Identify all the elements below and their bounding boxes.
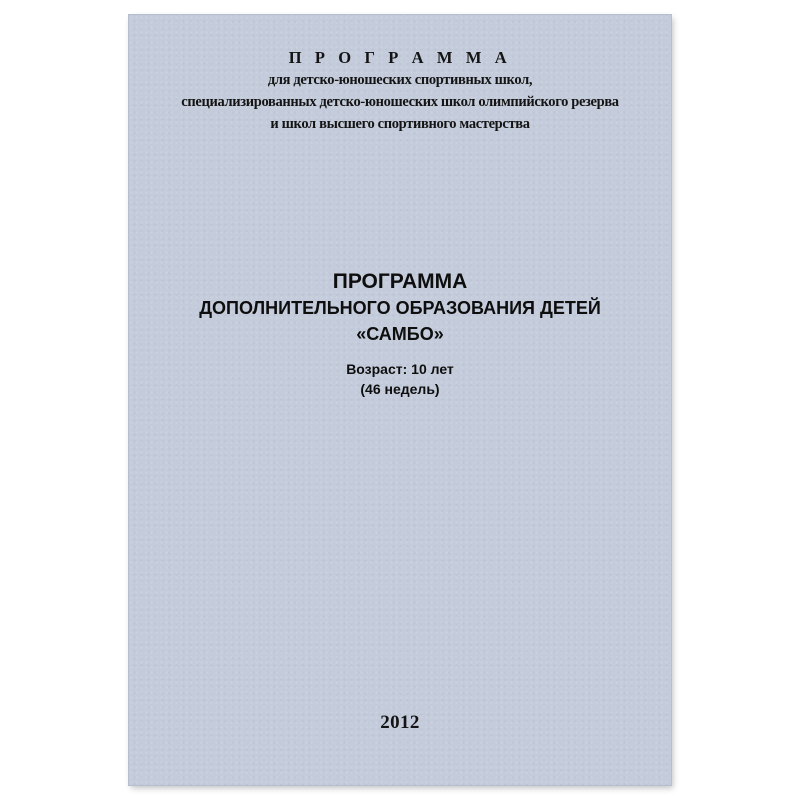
age-label: Возраст: 10 лет [346, 361, 454, 377]
main-title: ПРОГРАММА [332, 270, 468, 293]
main-subtitle: ДОПОЛНИТЕЛЬНОГО ОБРАЗОВАНИЯ ДЕТЕЙ [199, 298, 601, 318]
header-line-sport-mastery: и школ высшего спортивного мастерства [270, 116, 530, 132]
header-line-schools: для детско-юношеских спортивных школ, [267, 72, 533, 88]
header-title: П Р О Г Р А М М А [288, 48, 512, 67]
duration-label: (46 недель) [360, 381, 440, 397]
sport-name: «САМБО» [356, 324, 444, 344]
book-cover [129, 15, 671, 785]
header-line-olympic-reserve: специализированных детско-юношеских школ олимпийского резерва [181, 94, 619, 110]
publication-year: 2012 [380, 712, 420, 733]
